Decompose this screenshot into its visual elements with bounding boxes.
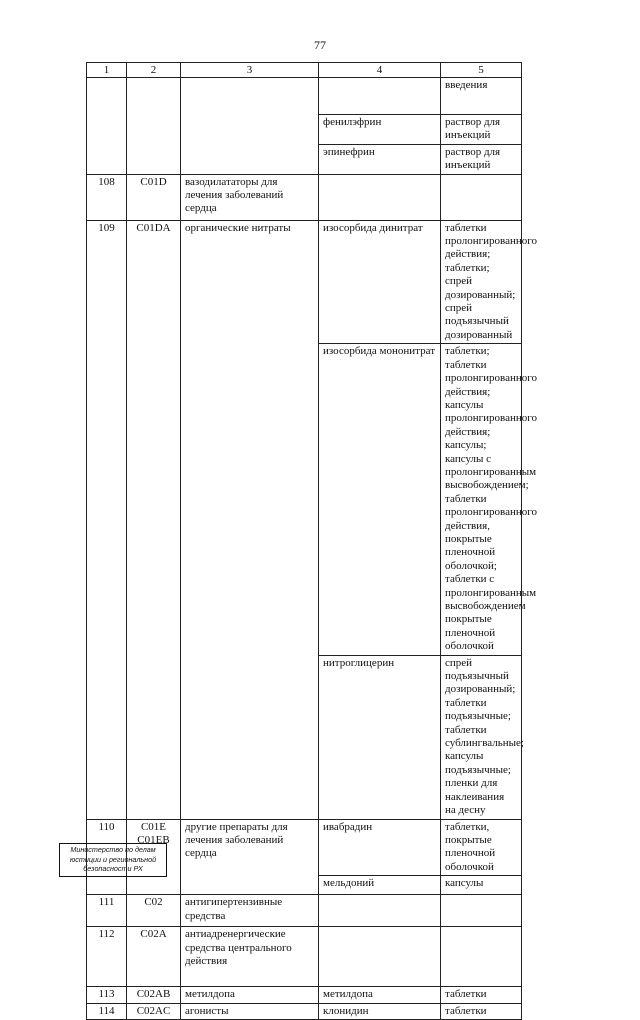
form-cell: таблетки, покрытые пленочной оболочкой	[441, 819, 522, 876]
table-row	[87, 174, 522, 220]
drug-cell: мельдоний	[319, 876, 441, 895]
drug-cell: фенилэфрин	[319, 115, 441, 145]
ministry-stamp	[59, 843, 167, 877]
stamp-line-3: безопасности РХ	[83, 864, 143, 874]
group-name: метилдопа	[181, 987, 319, 1003]
group-name: антиадренергические средства центрального действия	[181, 927, 319, 987]
col-header-5: 5	[441, 63, 522, 78]
group-name: вазодилататоры для лечения заболеваний сердца	[181, 174, 319, 220]
table-row	[87, 220, 522, 344]
atc-code: C02A	[127, 927, 181, 987]
table-row	[87, 1003, 522, 1019]
drug-cell: клонидин	[319, 1003, 441, 1019]
col-header-3: 3	[181, 63, 319, 78]
row-number: 114	[87, 1003, 127, 1019]
header-row	[87, 63, 522, 78]
form-cell: спрей подъязычный дозированный; таблетки подъязычные; таблетки сублингвальные; капсулы подъязычные; пленки для наклеивания на десну	[441, 655, 522, 819]
drug-cell: метилдопа	[319, 987, 441, 1003]
form-cell: раствор для инъекций	[441, 144, 522, 174]
atc-code: C02	[127, 895, 181, 927]
row-number: 113	[87, 987, 127, 1003]
form-cell: капсулы	[441, 876, 522, 895]
col-header-2: 2	[127, 63, 181, 78]
group-name: другие препараты для лечения заболеваний сердца	[181, 819, 319, 895]
table-row	[87, 78, 522, 115]
row-number: 111	[87, 895, 127, 927]
drug-cell: изосорбида мононитрат	[319, 344, 441, 655]
group-name: органические нитраты	[181, 220, 319, 819]
drug-cell: эпинефрин	[319, 144, 441, 174]
form-cell: таблетки	[441, 987, 522, 1003]
row-number: 108	[87, 174, 127, 220]
drug-cell: изосорбида динитрат	[319, 220, 441, 344]
col-header-4: 4	[319, 63, 441, 78]
form-cell: раствор для инъекций	[441, 115, 522, 145]
atc-code: C01DA	[127, 220, 181, 819]
table-row	[87, 895, 522, 927]
group-name: антигипертензивные средства	[181, 895, 319, 927]
row-number: 112	[87, 927, 127, 987]
form-cell: таблетки; таблетки пролонгированного действия; капсулы пролонгированного действия; капсулы; капсулы с пролонгированным высвобождением; таблетки пролонгированного действия, покрытые пленочной оболочкой; таблетки с пролонгированным высвобождением покрытые пленочной оболочкой	[441, 344, 522, 655]
atc-code: C01D	[127, 174, 181, 220]
group-name: агонисты	[181, 1003, 319, 1019]
stamp-line-1: Министерство по делам	[70, 845, 156, 854]
page-number: 77	[314, 38, 326, 52]
table-row	[87, 987, 522, 1003]
row-number: 109	[87, 220, 127, 819]
drug-cell: нитроглицерин	[319, 655, 441, 819]
atc-code-2: C01EB	[137, 833, 170, 846]
form-cell: таблетки	[441, 1003, 522, 1019]
atc-code-1: C01E	[140, 820, 167, 833]
stamp-line-2: юстиции и региональной	[69, 854, 157, 864]
drug-cell: ивабрадин	[319, 819, 441, 876]
form-cell: введения	[441, 78, 522, 115]
atc-code: C02AC	[127, 1003, 181, 1019]
atc-code: C02AB	[127, 987, 181, 1003]
form-cell: таблетки пролонгированного действия; таблетки; спрей дозированный; спрей подъязычный дозированный	[441, 220, 522, 344]
row-number: 110	[87, 819, 127, 895]
table-row	[87, 927, 522, 987]
col-header-1: 1	[87, 63, 127, 78]
